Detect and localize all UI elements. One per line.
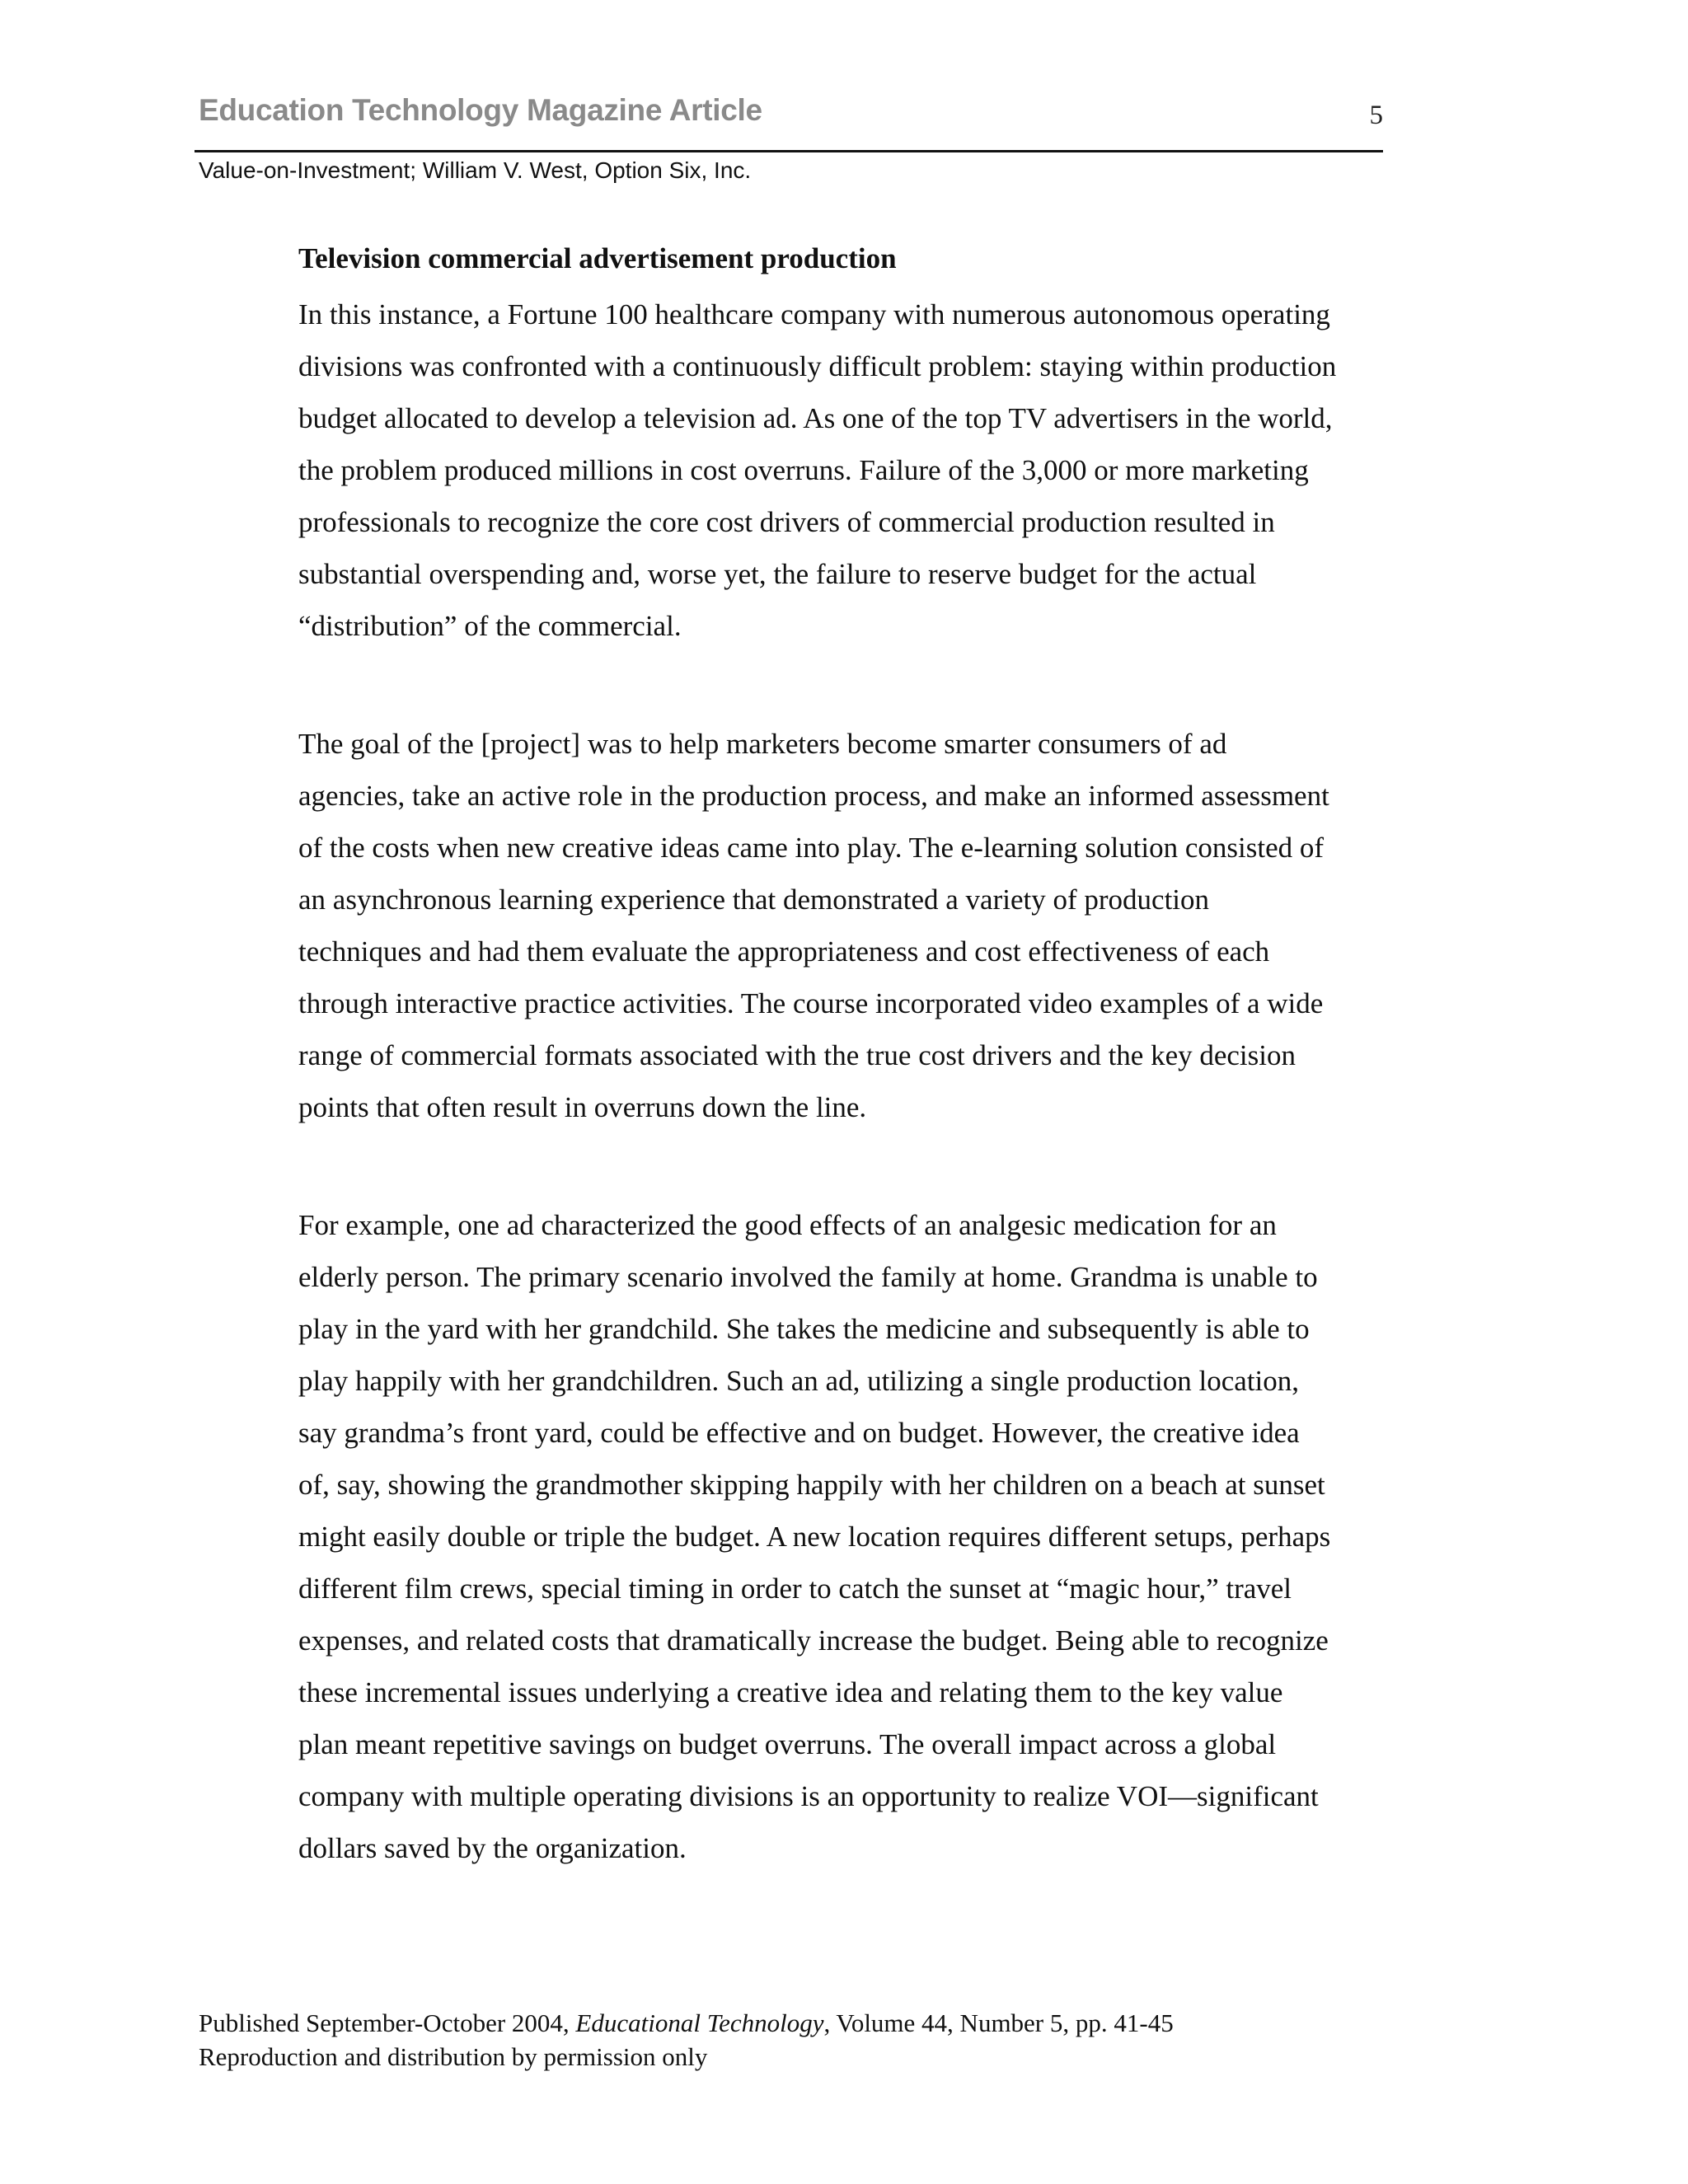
running-header-subtitle: Value-on-Investment; William V. West, Option Six, Inc. [199, 157, 752, 183]
text-line: an asynchronous learning experience that demonstrated a variety of production [298, 883, 1210, 916]
text-line: expenses, and related costs that dramatically increase the budget. Being able to recognize [298, 1624, 1329, 1657]
page-number: 5 [1369, 101, 1383, 130]
text-line: professionals to recognize the core cost drivers of commercial production resulted in [298, 506, 1275, 538]
text-line: these incremental issues underlying a creative idea and relating them to the key value [298, 1676, 1283, 1708]
section-heading: Television commercial advertisement production [298, 242, 897, 274]
text-line: play in the yard with her grandchild. She takes the medicine and subsequently is able to [298, 1313, 1310, 1345]
header-divider [195, 150, 1383, 152]
running-header-title: Education Technology Magazine Article [199, 93, 762, 127]
text-line: agencies, take an active role in the production process, and make an informed assessment [298, 780, 1329, 812]
text-line: For example, one ad characterized the good effects of an analgesic medication for an [298, 1209, 1277, 1241]
text-line: budget allocated to develop a television ad. As one of the top TV advertisers in the world, [298, 402, 1333, 434]
text-line: the problem produced millions in cost overruns. Failure of the 3,000 or more marketing [298, 454, 1309, 486]
paragraph-1 [298, 288, 1386, 652]
text-line: points that often result in overruns down the line. [298, 1091, 867, 1123]
text-line: play happily with her grandchildren. Such an ad, utilizing a single production location, [298, 1365, 1300, 1397]
paragraph-spacer [298, 1133, 1386, 1199]
text-line: range of commercial formats associated with the true cost drivers and the key decision [298, 1039, 1296, 1071]
text-line: dollars saved by the organization. [298, 1832, 687, 1864]
text-line: divisions was confronted with a continuously difficult problem: staying within production [298, 350, 1337, 382]
text-line: say grandma’s front yard, could be effective and on budget. However, the creative idea [298, 1417, 1300, 1449]
text-line: company with multiple operating divisions is an opportunity to realize VOI—significant [298, 1780, 1319, 1812]
text-line: different film crews, special timing in order to catch the sunset at “magic hour,” travel [298, 1572, 1292, 1605]
publication-prefix: Published September-October 2004, [199, 2008, 576, 2037]
paragraph-3 [298, 1199, 1386, 1874]
rights-notice: Reproduction and distribution by permission only [199, 2042, 708, 2071]
text-line: substantial overspending and, worse yet, the failure to reserve budget for the actual [298, 558, 1257, 590]
text-line: of the costs when new creative ideas came into play. The e-learning solution consisted of [298, 832, 1325, 864]
text-line: techniques and had them evaluate the appropriateness and cost effectiveness of each [298, 935, 1270, 968]
text-line: In this instance, a Fortune 100 healthcare company with numerous autonomous operating [298, 298, 1330, 330]
text-line: of, say, showing the grandmother skipping happily with her children on a beach at sunset [298, 1469, 1325, 1501]
article-body [298, 236, 1386, 1874]
text-line: plan meant repetitive savings on budget overruns. The overall impact across a global [298, 1728, 1277, 1760]
text-line: might easily double or triple the budget. A new location requires different setups, perhaps [298, 1521, 1331, 1553]
text-line: through interactive practice activities. The course incorporated video examples of a wide [298, 987, 1324, 1019]
text-line: elderly person. The primary scenario involved the family at home. Grandma is unable to [298, 1261, 1318, 1293]
publication-line [199, 2006, 1174, 2040]
text-line: “distribution” of the commercial. [298, 610, 682, 642]
paragraph-spacer [298, 652, 1386, 718]
journal-name: Educational Technology [575, 2008, 824, 2037]
publication-suffix: , Volume 44, Number 5, pp. 41-45 [823, 2008, 1174, 2037]
paragraph-2 [298, 718, 1386, 1133]
text-line: The goal of the [project] was to help marketers become smarter consumers of ad [298, 728, 1227, 760]
page-footer [199, 2006, 1174, 2074]
